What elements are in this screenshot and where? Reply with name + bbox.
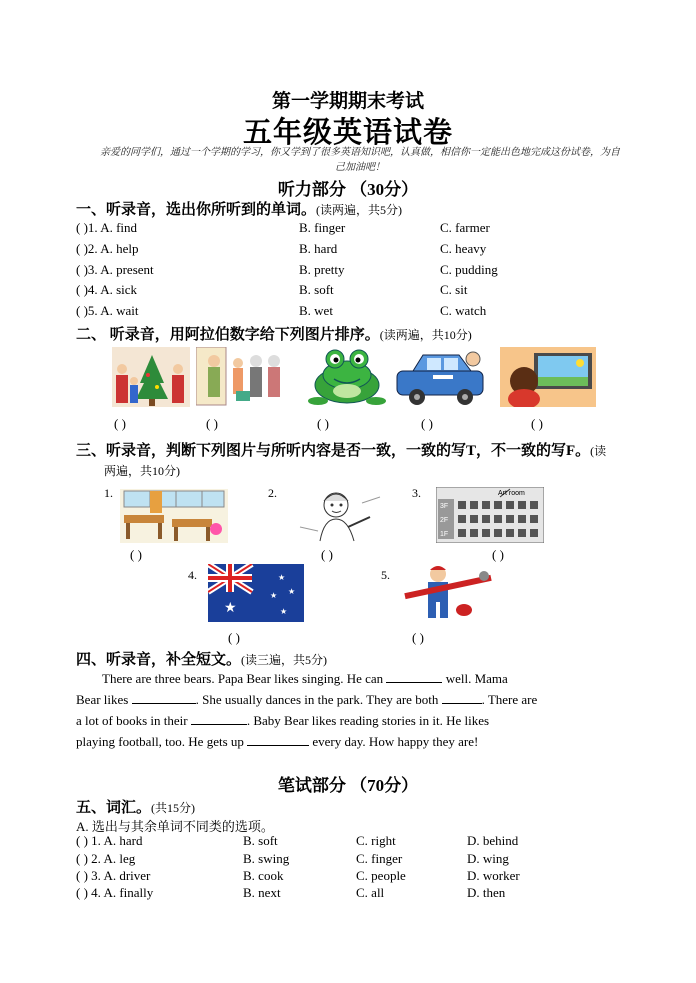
passage-text: Bear likes — [76, 692, 129, 707]
s5-item-num: ( ) 4. A. — [76, 885, 117, 900]
section1-heading — [76, 198, 402, 219]
s5-option-c: C. finger — [356, 851, 403, 866]
s2-answer-blank[interactable]: ( ) — [206, 416, 218, 431]
s1-option-a: help — [116, 241, 139, 256]
s5-option-d: D. wing — [467, 851, 509, 866]
boy-drawing-picture — [296, 487, 384, 543]
s3-answer-blank[interactable]: ( ) — [228, 630, 240, 645]
cloze-blank-2[interactable] — [132, 691, 196, 704]
classroom-picture — [120, 489, 228, 543]
cloze-blank-4[interactable] — [191, 712, 247, 725]
section3-note: (读 — [590, 444, 607, 458]
s1-item-num: ( )1. A. — [76, 220, 113, 235]
s5-option-a: driver — [119, 868, 151, 883]
s1-item-2 — [76, 241, 138, 257]
s1-option-b: B. wet — [299, 303, 333, 318]
s1-option-b: B. pretty — [299, 262, 345, 277]
s1-option-c: C. pudding — [440, 262, 498, 277]
cloze-blank-3[interactable] — [442, 691, 482, 704]
art-room-label: Art room — [498, 490, 525, 497]
passage-text: There are three bears. Papa Bear likes singing. He can — [102, 671, 384, 686]
car-picture — [393, 347, 491, 407]
s5-item-2 — [76, 851, 135, 867]
svg-text:★: ★ — [278, 573, 286, 582]
s1-item-1 — [76, 220, 137, 236]
s5-item-num: ( ) 2. A. — [76, 851, 117, 866]
listening-part-title: 听力部分 （30分） — [277, 180, 419, 199]
passage-text: well. Mama — [445, 671, 508, 686]
s5-option-d: D. then — [467, 885, 506, 900]
s1-item-num: ( )3. A. — [76, 262, 113, 277]
section5-title: 五、词汇。 — [76, 800, 152, 816]
s1-item-4 — [76, 282, 137, 298]
s3-label-3: 3. — [412, 486, 421, 500]
s3-label-2: 2. — [268, 486, 277, 500]
section1-title: 一、听录音，选出你所听到的单词。 — [76, 202, 317, 218]
passage-text: every day. How happy they are! — [312, 734, 479, 749]
floor-label: 2F — [440, 517, 449, 524]
s5-option-a: leg — [119, 851, 136, 866]
section5-subheading: A. 选出与其余单词不同类的选项。 — [76, 819, 274, 834]
s1-option-b: B. finger — [299, 220, 346, 235]
s1-option-a: present — [116, 262, 154, 277]
section2-heading — [76, 323, 472, 344]
s5-option-c: C. right — [356, 833, 396, 848]
s5-option-b: B. swing — [243, 851, 290, 866]
cloze-blank-5[interactable] — [247, 733, 309, 746]
section3-heading — [76, 439, 606, 460]
cloze-passage — [76, 668, 620, 752]
section4-title: 四、听录音，补全短文。 — [76, 652, 242, 668]
section3-title: 三、听录音，判断下列图片与所听内容是否一致，一致的写T，不一致的写F。 — [76, 443, 591, 459]
s3-answer-blank[interactable]: ( ) — [130, 547, 142, 562]
christmas-family-picture — [112, 347, 190, 407]
s5-option-a: hard — [119, 833, 143, 848]
section3-note-cont: 两遍，共10分) — [104, 464, 180, 478]
s5-option-d: D. worker — [467, 868, 520, 883]
s1-item-3 — [76, 262, 154, 278]
writing-part-title: 笔试部分 （70分） — [277, 776, 419, 795]
s1-item-num: ( )5. A. — [76, 303, 113, 318]
passage-text: . Baby Bear likes reading stories in it. He likes — [246, 713, 490, 728]
floor-label: 3F — [440, 503, 449, 510]
section1-note: (读两遍，共5分) — [316, 203, 403, 217]
section5-note: (共15分) — [151, 801, 196, 815]
australia-flag-picture — [208, 564, 304, 622]
s5-option-b: B. soft — [243, 833, 278, 848]
s5-option-a: finally — [119, 885, 154, 900]
s2-answer-blank[interactable]: ( ) — [114, 416, 126, 431]
passage-text: playing football, too. He gets up — [76, 734, 244, 749]
plumber-picture — [398, 562, 496, 620]
s2-answer-blank[interactable]: ( ) — [421, 416, 433, 431]
frog-picture — [308, 345, 386, 407]
s2-answer-blank[interactable]: ( ) — [531, 416, 543, 431]
s5-item-4 — [76, 885, 153, 901]
s1-option-c: C. sit — [440, 282, 468, 297]
s1-option-c: C. farmer — [440, 220, 490, 235]
section4-heading — [76, 648, 327, 669]
svg-text:★: ★ — [224, 600, 237, 616]
section2-title: 二、 听录音，用阿拉伯数字给下列图片排序。 — [76, 327, 380, 343]
s5-option-c: C. all — [356, 885, 385, 900]
s1-option-a: sick — [116, 282, 138, 297]
svg-text:★: ★ — [280, 607, 288, 616]
s1-item-num: ( )2. A. — [76, 241, 113, 256]
s3-label-4: 4. — [188, 568, 197, 582]
s1-option-c: C. heavy — [440, 241, 487, 256]
svg-text:★: ★ — [288, 587, 296, 596]
s1-option-b: B. soft — [299, 282, 334, 297]
exam-title: 五年级英语试卷 — [242, 117, 453, 149]
s5-item-3 — [76, 868, 150, 884]
cloze-blank-1[interactable] — [386, 670, 442, 683]
watching-tv-picture — [500, 347, 596, 407]
s1-option-b: B. hard — [299, 241, 338, 256]
s3-label-5: 5. — [381, 568, 390, 582]
s5-item-num: ( ) 3. A. — [76, 868, 117, 883]
s1-item-5 — [76, 303, 138, 319]
exam-subtitle: 第一学期期末考试 — [271, 91, 424, 112]
art-room-building-picture — [436, 487, 544, 543]
s5-item-1 — [76, 833, 142, 849]
s3-answer-blank[interactable]: ( ) — [412, 630, 424, 645]
s5-option-d: D. behind — [467, 833, 519, 848]
passage-text: a lot of books in their — [76, 713, 188, 728]
s3-answer-blank[interactable]: ( ) — [321, 547, 333, 562]
s1-option-a: find — [116, 220, 138, 235]
passage-text: . There are — [481, 692, 538, 707]
section4-note: (读三遍，共5分) — [241, 653, 328, 667]
passage-text: . She usually dances in the park. They are both — [195, 692, 439, 707]
floor-label: 1F — [440, 531, 449, 538]
s1-item-num: ( )4. A. — [76, 282, 113, 297]
svg-text:★: ★ — [270, 591, 278, 600]
s3-label-1: 1. — [104, 486, 113, 500]
s5-option-b: B. next — [243, 885, 281, 900]
s5-option-c: C. people — [356, 868, 406, 883]
s1-option-a: wait — [116, 303, 139, 318]
section2-note: (读两遍，共10分) — [379, 328, 472, 342]
s1-option-c: C. watch — [440, 303, 487, 318]
visiting-family-picture — [196, 347, 292, 407]
section5-heading — [76, 796, 195, 817]
s5-option-b: B. cook — [243, 868, 284, 883]
s5-item-num: ( ) 1. A. — [76, 833, 117, 848]
intro-text: 亲爱的同学们，通过一个学期的学习，你又学到了很多英语知识吧，认真做，相信你一定能出色地完成这份试卷，为自己加油吧！ — [100, 147, 620, 173]
s2-answer-blank[interactable]: ( ) — [317, 416, 329, 431]
s3-answer-blank[interactable]: ( ) — [492, 547, 504, 562]
